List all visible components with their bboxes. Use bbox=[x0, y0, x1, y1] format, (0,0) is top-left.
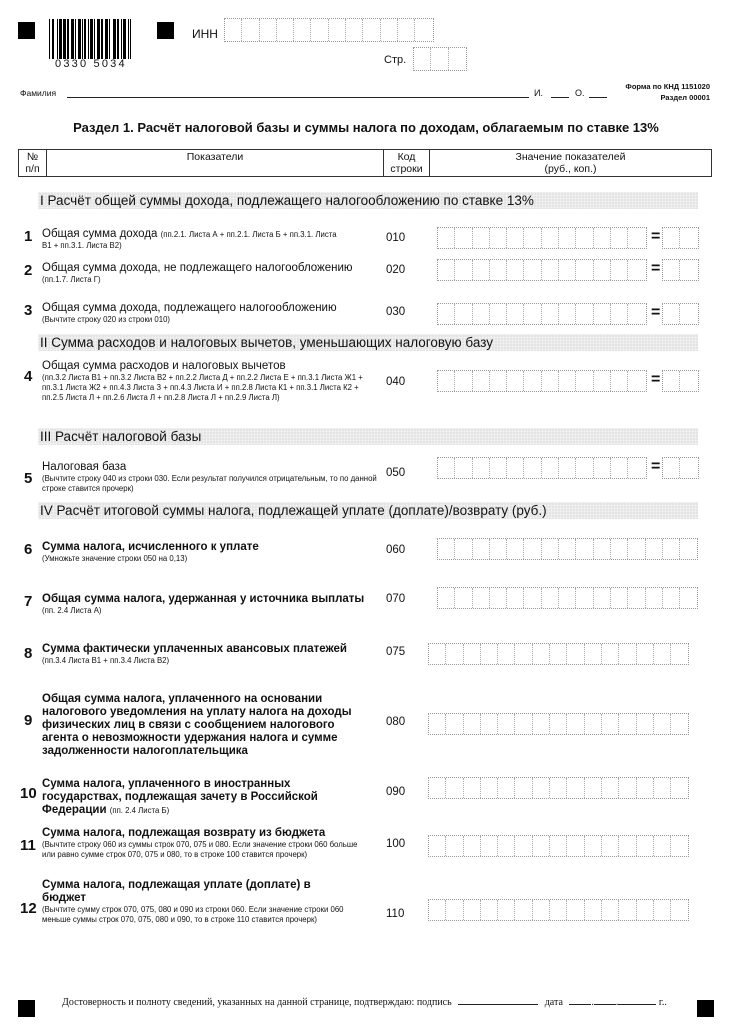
row-code: 100 bbox=[386, 838, 406, 850]
col-num-header: № bbox=[26, 151, 39, 163]
row-title: Общая сумма дохода, подлежащего налогообложению (Вычтите строку 020 из строки 010) bbox=[42, 302, 337, 324]
row-title: Сумма налога, подлежащая уплате (доплате) в бюджет (Вычтите сумму строк 070, 075, 080 и 090 из строки 060. Если значение строки 060 меньше суммы строк 070, 075, 080 и 090, то в строке 110 ставится прочерк) bbox=[42, 879, 344, 924]
row-title: Сумма налога, исчисленного к уплате (Умножьте значение строки 050 на 0,13) bbox=[42, 541, 259, 563]
registration-marker-bottom-left bbox=[18, 1000, 35, 1017]
kopeck-separator: = bbox=[651, 304, 661, 321]
value-input-050-rubles[interactable] bbox=[437, 457, 647, 479]
row-code: 070 bbox=[386, 593, 406, 605]
value-input-020-kopecks[interactable] bbox=[662, 259, 699, 281]
initial-patronymic-input[interactable] bbox=[589, 97, 607, 98]
inn-label: ИНН bbox=[192, 27, 218, 41]
row-code: 080 bbox=[386, 716, 406, 728]
section-heading-3: III Расчёт налоговой базы bbox=[38, 428, 698, 445]
row-number: 4 bbox=[24, 368, 33, 385]
row-title: Налоговая база (Вычтите строку 040 из строки 030. Если результат получился отрицательным, то по данной строке ставится прочерк) bbox=[42, 461, 377, 493]
value-input-075[interactable] bbox=[428, 643, 689, 665]
row-number: 3 bbox=[24, 302, 33, 319]
row-title: Общая сумма дохода (пп.2.1. Листа А + пп.2.1. Листа Б + пп.3.1. Листа В1 + пп.3.1. Листа В2) bbox=[42, 228, 337, 250]
col-indicators-header: Показатели bbox=[186, 151, 244, 163]
kopeck-separator: = bbox=[651, 458, 661, 475]
row-code: 040 bbox=[386, 376, 406, 388]
row-title: Общая сумма расходов и налоговых вычетов (пп.3.2 Листа В1 + пп.3.2 Листа В2 + пп.2.2 Листа Д + пп.2.2 Листа Е + пп.3.1 Листа Ж1 + пп.3.1 Листа Ж2 + пп.4.3 Листа З + пп.4.3 Листа И + пп.2.8 Листа К1 + пп.3.1 Листа К2 + пп.2.5 Листа Л + пп.2.6 Листа Л + пп.2.8 Листа Л + пп.2.9 Листа Л) bbox=[42, 360, 363, 402]
row-number: 12 bbox=[20, 900, 37, 917]
value-input-040-kopecks[interactable] bbox=[662, 370, 699, 392]
value-input-020-rubles[interactable] bbox=[437, 259, 647, 281]
barcode bbox=[49, 19, 144, 59]
row-number: 11 bbox=[20, 837, 36, 854]
page-label: Стр. bbox=[384, 54, 407, 66]
row-number: 2 bbox=[24, 262, 33, 279]
value-input-060[interactable] bbox=[437, 538, 698, 560]
row-title: Общая сумма налога, уплаченного на основании налогового уведомления на уплату налога на доходы физических лиц в связи с сообщением налогового агента о невозможности удержания налога и сумме задолженности налогоплательщика bbox=[42, 693, 352, 757]
row-number: 8 bbox=[24, 645, 33, 662]
section-code: Раздел 00001 bbox=[660, 93, 710, 102]
date-day-input[interactable] bbox=[569, 1004, 591, 1005]
kopeck-separator: = bbox=[651, 228, 661, 245]
row-number: 1 bbox=[24, 228, 33, 245]
row-code: 110 bbox=[386, 908, 405, 920]
page-number-input[interactable] bbox=[413, 47, 467, 71]
value-input-030-kopecks[interactable] bbox=[662, 303, 699, 325]
col-code-header: Код bbox=[397, 151, 416, 163]
registration-marker-top-center bbox=[157, 22, 174, 39]
table-header: № п/п Показатели Код строки Значение показателей (руб., коп.) bbox=[18, 149, 712, 177]
row-code: 010 bbox=[386, 232, 406, 244]
value-input-080[interactable] bbox=[428, 713, 689, 735]
registration-marker-bottom-right bbox=[697, 1000, 714, 1017]
date-month-input[interactable] bbox=[594, 1004, 616, 1005]
value-input-070[interactable] bbox=[437, 587, 698, 609]
row-number: 5 bbox=[24, 470, 33, 487]
date-year-input[interactable] bbox=[618, 1004, 656, 1005]
page-title: Раздел 1. Расчёт налоговой базы и суммы налога по доходам, облагаемым по ставке 13% bbox=[73, 120, 659, 135]
row-number: 6 bbox=[24, 541, 33, 558]
value-input-050-kopecks[interactable] bbox=[662, 457, 699, 479]
row-code: 020 bbox=[386, 264, 406, 276]
row-number: 10 bbox=[20, 785, 37, 802]
inn-input[interactable] bbox=[224, 18, 434, 42]
row-code: 090 bbox=[386, 786, 406, 798]
row-title: Общая сумма налога, удержанная у источника выплаты (пп. 2.4 Листа А) bbox=[42, 593, 365, 615]
section-heading-2: II Сумма расходов и налоговых вычетов, уменьшающих налоговую базу bbox=[38, 334, 698, 351]
kopeck-separator: = bbox=[651, 371, 661, 388]
barcode-number: 0330 5034 bbox=[55, 58, 127, 70]
surname-input[interactable] bbox=[67, 97, 529, 98]
row-title: Сумма налога, подлежащая возврату из бюджета (Вычтите строку 060 из суммы строк 070, 075 и 080. Если значение строки 060 больше или равно сумме строк 070, 075 и 080, то в строке 100 ставится прочерк) bbox=[42, 827, 358, 859]
registration-marker-top-left bbox=[18, 22, 35, 39]
footer-attestation: Достоверность и полноту сведений, указанных на данной странице, подтверждаю: подпись дата . . г.. bbox=[62, 997, 667, 1008]
value-input-100[interactable] bbox=[428, 835, 689, 857]
surname-label: Фамилия bbox=[20, 88, 57, 98]
section-heading-1: I Расчёт общей суммы дохода, подлежащего налогообложению по ставке 13% bbox=[38, 192, 698, 209]
form-code: Форма по КНД 1151020 bbox=[625, 82, 710, 91]
row-number: 7 bbox=[24, 593, 33, 610]
row-number: 9 bbox=[24, 712, 33, 729]
signature-input[interactable] bbox=[458, 1004, 538, 1005]
row-title: Общая сумма дохода, не подлежащего налогообложению (пп.1.7. Листа Г) bbox=[42, 262, 353, 284]
row-title: Сумма фактически уплаченных авансовых платежей (пп.3.4 Листа В1 + пп.3.4 Листа В2) bbox=[42, 643, 347, 665]
initial-first-input[interactable] bbox=[551, 97, 569, 98]
value-input-110[interactable] bbox=[428, 899, 689, 921]
value-input-090[interactable] bbox=[428, 777, 689, 799]
value-input-030-rubles[interactable] bbox=[437, 303, 647, 325]
initial-first-label: И. bbox=[534, 88, 543, 98]
row-title: Сумма налога, уплаченного в иностранных государствах, подлежащая зачету в Российской Федерации (пп. 2.4 Листа Б) bbox=[42, 778, 318, 816]
value-input-010-rubles[interactable] bbox=[437, 227, 647, 249]
section-heading-4: IV Расчёт итоговой суммы налога, подлежащей уплате (доплате)/возврату (руб.) bbox=[38, 502, 698, 519]
row-code: 050 bbox=[386, 467, 406, 479]
row-code: 030 bbox=[386, 306, 406, 318]
value-input-010-kopecks[interactable] bbox=[662, 227, 699, 249]
row-code: 075 bbox=[386, 646, 406, 658]
kopeck-separator: = bbox=[651, 260, 661, 277]
row-code: 060 bbox=[386, 544, 406, 556]
col-value-header: Значение показателей bbox=[515, 151, 626, 163]
value-input-040-rubles[interactable] bbox=[437, 370, 647, 392]
initial-patronymic-label: О. bbox=[575, 88, 585, 98]
